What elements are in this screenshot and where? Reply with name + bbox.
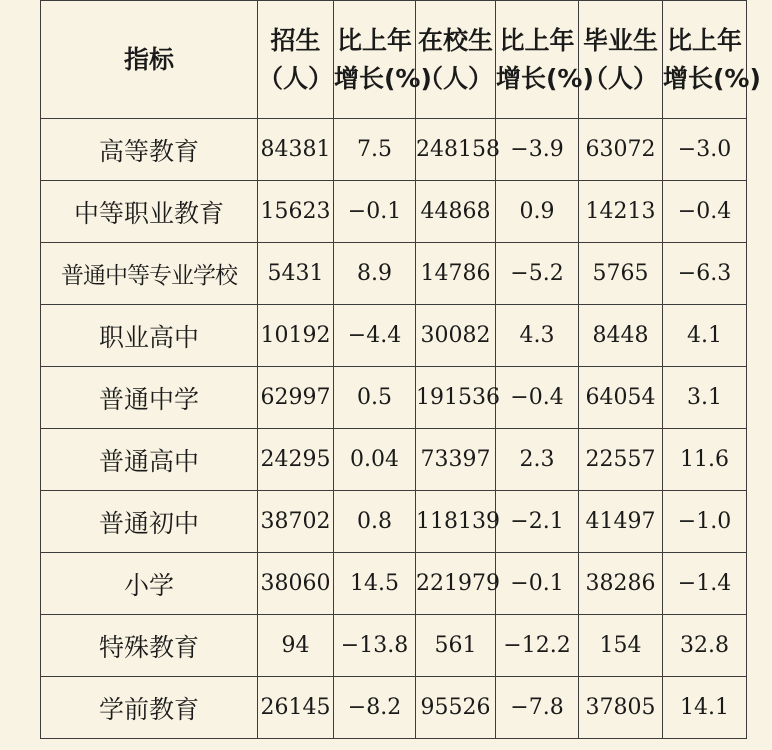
header-text-line: （人） — [258, 63, 334, 93]
enrolled-growth-cell: 2.3 — [496, 429, 579, 491]
enrollment-growth-cell: −0.1 — [334, 181, 416, 243]
indicator-cell: 普通高中 — [41, 429, 258, 491]
indicator-cell: 特殊教育 — [41, 615, 258, 677]
enrolled-cell: 248158 — [416, 119, 496, 181]
header-text-line: 增长(%) — [334, 63, 432, 93]
enrolled-cell: 221979 — [416, 553, 496, 615]
graduates-growth-cell: −6.3 — [663, 243, 747, 305]
table-row — [41, 677, 747, 739]
indicator-cell: 职业高中 — [41, 305, 258, 367]
header-enrolled — [416, 1, 496, 119]
table-row — [41, 181, 747, 243]
enrolled-growth-cell: −2.1 — [496, 491, 579, 553]
table-row — [41, 553, 747, 615]
table-row — [41, 243, 747, 305]
enrollment-cell: 26145 — [258, 677, 334, 739]
enrolled-cell: 118139 — [416, 491, 496, 553]
header-enrolled-growth — [496, 1, 594, 119]
enrolled-growth-cell: 0.9 — [496, 181, 579, 243]
enrolled-cell: 73397 — [416, 429, 496, 491]
header-text-line: 招生 — [270, 25, 321, 55]
enrollment-cell: 38060 — [258, 553, 334, 615]
indicator-cell: 学前教育 — [41, 677, 258, 739]
table-body — [41, 119, 747, 739]
table-row — [41, 367, 747, 429]
enrolled-growth-cell: −3.9 — [496, 119, 579, 181]
graduates-cell: 154 — [579, 615, 663, 677]
table-row — [41, 491, 747, 553]
header-text-line: 增长(%) — [496, 63, 594, 93]
enrollment-growth-cell: 7.5 — [334, 119, 416, 181]
header-graduates-growth — [663, 1, 761, 119]
header-text-line: 在校生 — [417, 25, 493, 55]
graduates-cell: 38286 — [579, 553, 663, 615]
header-text-line: 比上年 — [336, 25, 412, 55]
graduates-cell: 64054 — [579, 367, 663, 429]
indicator-cell: 中等职业教育 — [41, 181, 258, 243]
header-text-line: 毕业生 — [582, 25, 658, 55]
graduates-cell: 8448 — [579, 305, 663, 367]
graduates-cell: 41497 — [579, 491, 663, 553]
enrolled-growth-cell: 4.3 — [496, 305, 579, 367]
table-row — [41, 615, 747, 677]
header-enrollment-growth — [334, 1, 432, 119]
table-header — [41, 1, 761, 119]
enrollment-growth-cell: −4.4 — [334, 305, 416, 367]
indicator-cell: 普通初中 — [41, 491, 258, 553]
graduates-cell: 14213 — [579, 181, 663, 243]
header-indicator — [41, 1, 258, 119]
indicator-cell: 小学 — [41, 553, 258, 615]
enrollment-cell: 84381 — [258, 119, 334, 181]
enrolled-cell: 191536 — [416, 367, 496, 429]
indicator-cell: 普通中等专业学校 — [41, 243, 258, 305]
enrolled-cell: 30082 — [416, 305, 496, 367]
enrolled-growth-cell: −0.4 — [496, 367, 579, 429]
graduates-cell: 22557 — [579, 429, 663, 491]
header-text-line: 比上年 — [666, 25, 742, 55]
graduates-cell: 63072 — [579, 119, 663, 181]
header-row — [41, 1, 747, 119]
graduates-growth-cell: −0.4 — [663, 181, 747, 243]
graduates-growth-cell: 11.6 — [663, 429, 747, 491]
enrolled-cell: 95526 — [416, 677, 496, 739]
graduates-growth-cell: 32.8 — [663, 615, 747, 677]
enrollment-growth-cell: −13.8 — [334, 615, 416, 677]
header-enrollment — [258, 1, 334, 119]
enrollment-cell: 24295 — [258, 429, 334, 491]
enrollment-cell: 38702 — [258, 491, 334, 553]
enrollment-growth-cell: 8.9 — [334, 243, 416, 305]
graduates-growth-cell: 14.1 — [663, 677, 747, 739]
graduates-growth-cell: 3.1 — [663, 367, 747, 429]
table-row — [41, 305, 747, 367]
enrolled-cell: 561 — [416, 615, 496, 677]
enrollment-cell: 10192 — [258, 305, 334, 367]
graduates-cell: 5765 — [579, 243, 663, 305]
enrollment-growth-cell: −8.2 — [334, 677, 416, 739]
graduates-growth-cell: 4.1 — [663, 305, 747, 367]
enrollment-growth-cell: 0.8 — [334, 491, 416, 553]
enrollment-cell: 94 — [258, 615, 334, 677]
graduates-growth-cell: −1.4 — [663, 553, 747, 615]
indicator-cell: 普通中学 — [41, 367, 258, 429]
enrollment-growth-cell: 14.5 — [334, 553, 416, 615]
enrolled-growth-cell: −5.2 — [496, 243, 579, 305]
header-text-line: （人） — [582, 63, 658, 93]
enrolled-growth-cell: −0.1 — [496, 553, 579, 615]
header-text-line: 比上年 — [499, 25, 575, 55]
enrollment-cell: 15623 — [258, 181, 334, 243]
table-row — [41, 119, 747, 181]
graduates-cell: 37805 — [579, 677, 663, 739]
enrollment-growth-cell: 0.5 — [334, 367, 416, 429]
enrolled-growth-cell: −12.2 — [496, 615, 579, 677]
graduates-growth-cell: −1.0 — [663, 491, 747, 553]
enrolled-cell: 44868 — [416, 181, 496, 243]
header-text-line: 指标 — [123, 44, 174, 74]
graduates-growth-cell: −3.0 — [663, 119, 747, 181]
table-row — [41, 429, 747, 491]
enrollment-cell: 62997 — [258, 367, 334, 429]
header-text-line: 增长(%) — [663, 63, 761, 93]
enrollment-growth-cell: 0.04 — [334, 429, 416, 491]
enrolled-cell: 14786 — [416, 243, 496, 305]
indicator-cell: 高等教育 — [41, 119, 258, 181]
enrolled-growth-cell: −7.8 — [496, 677, 579, 739]
enrollment-cell: 5431 — [258, 243, 334, 305]
education-statistics-table — [40, 0, 761, 739]
header-graduates — [579, 1, 663, 119]
header-text-line: （人） — [417, 63, 493, 93]
